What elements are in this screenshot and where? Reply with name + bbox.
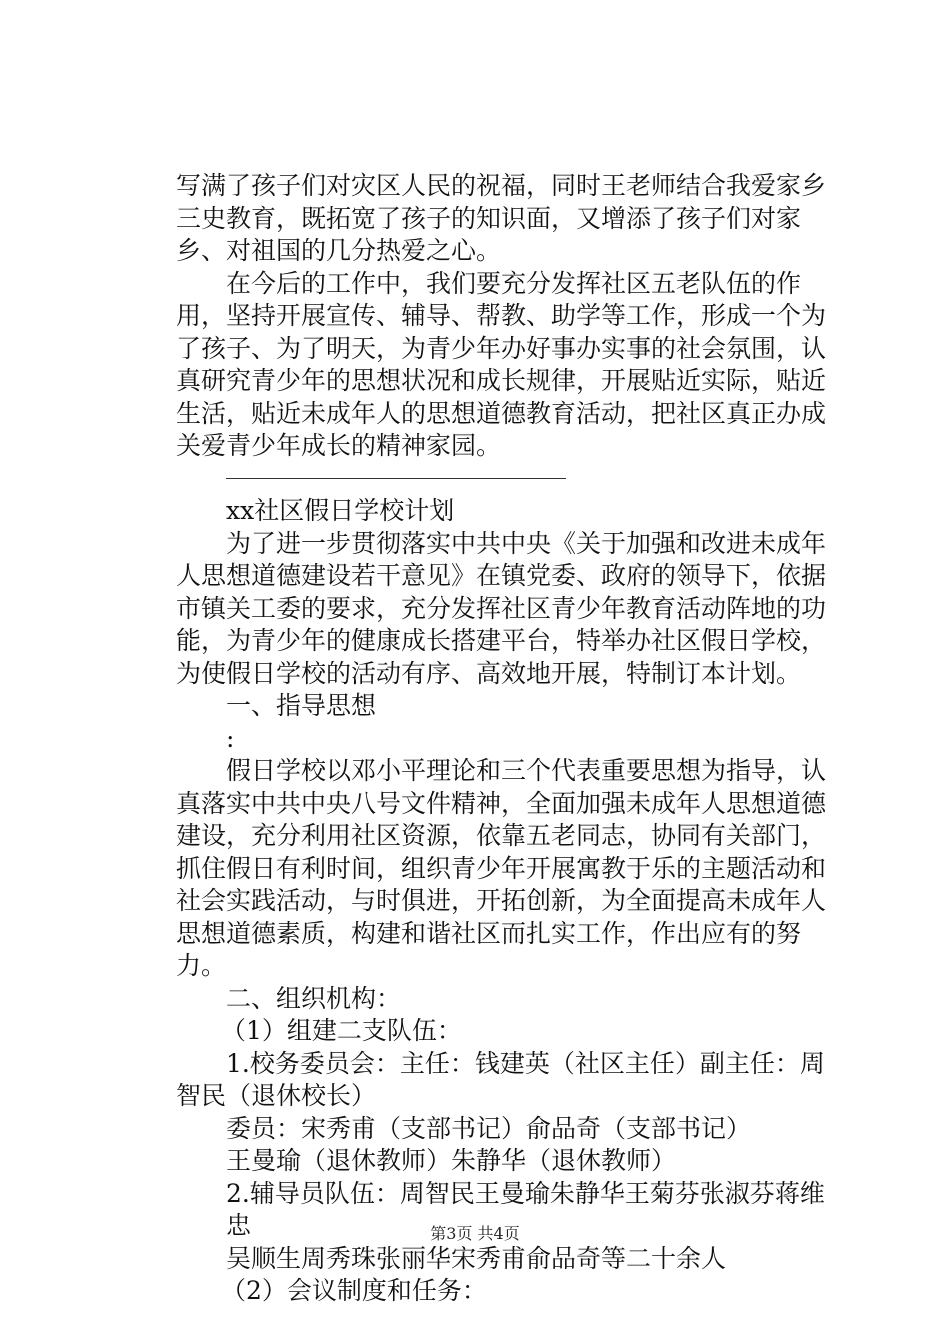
colon-mark: : [226, 723, 235, 753]
item-counselor-team-2: 吴顺生周秀珠张丽华宋秀甫俞品奇等二十余人 [226, 1243, 727, 1273]
paragraph-intro: 为了进一步贯彻落实中共中央《关于加强和改进未成年人思想道德建设若干意见》在镇党委、政府的领导下，依据市镇关工委的要求，充分发挥社区青少年教育活动阵地的功能，为青少年的健康成长搭建平台，特举办社区假日学校，为使假日学校的活动有序、高效地开展，特制订本计划。 [176, 528, 827, 688]
paragraph-guiding-ideology: 假日学校以邓小平理论和三个代表重要思想为指导，认真落实中共中央八号文件精神，全面加强未成年人思想道德建设，充分利用社区资源，依靠五老同志，协同有关部门，抓住假日有利时间，组织青少年开展寓教于乐的主题活动和社会实践活动，与时俱进，开拓创新，为全面提高未成年人思想道德素质，构建和谐社区而扎实工作，作出应有的努力。 [176, 756, 827, 980]
paragraph-future-work: 在今后的工作中，我们要充分发挥社区五老队伍的作用，坚持开展宣传、辅导、帮教、助学等工作，形成一个为了孩子、为了明天，为青少年办好事办实事的社会氛围，认真研究青少年的思想状况和成长规律，开展贴近实际，贴近生活，贴近未成年人的思想道德教育活动，把社区真正办成关爱青少年成长的精神家园。 [176, 268, 827, 460]
item-school-committee: 1.校务委员会：主任：钱建英（社区主任）副主任：周智民（退休校长） [176, 1048, 825, 1110]
item-committee-members: 委员：宋秀甫（支部书记）俞品奇（支部书记） [226, 1113, 752, 1143]
subheading-meetings: （2）会议制度和任务： [221, 1276, 487, 1305]
paragraph-continuation: 写满了孩子们对灾区人民的祝福，同时王老师结合我爱家乡三史教育，既拓宽了孩子的知识面，又增添了孩子们对家乡、对祖国的几分热爱之心。 [176, 171, 827, 265]
section-title: xx社区假日学校计划 [226, 496, 455, 525]
document-body [176, 170, 836, 1308]
heading-guiding-ideology: 一、指导思想 [226, 691, 377, 720]
item-counselor-team: 2.辅导员队伍：周智民王曼瑜朱静华王菊芬张淑芬蒋维忠 [226, 1178, 825, 1240]
heading-organization: 二、组织机构： [226, 983, 402, 1013]
separator-line [176, 463, 836, 496]
subheading-teams: （1）组建二支队伍： [221, 1016, 462, 1045]
item-committee-members-2: 王曼瑜（退休教师）朱静华（退休教师） [226, 1146, 677, 1175]
page-footer: 第3页 共4页 [430, 1224, 520, 1243]
